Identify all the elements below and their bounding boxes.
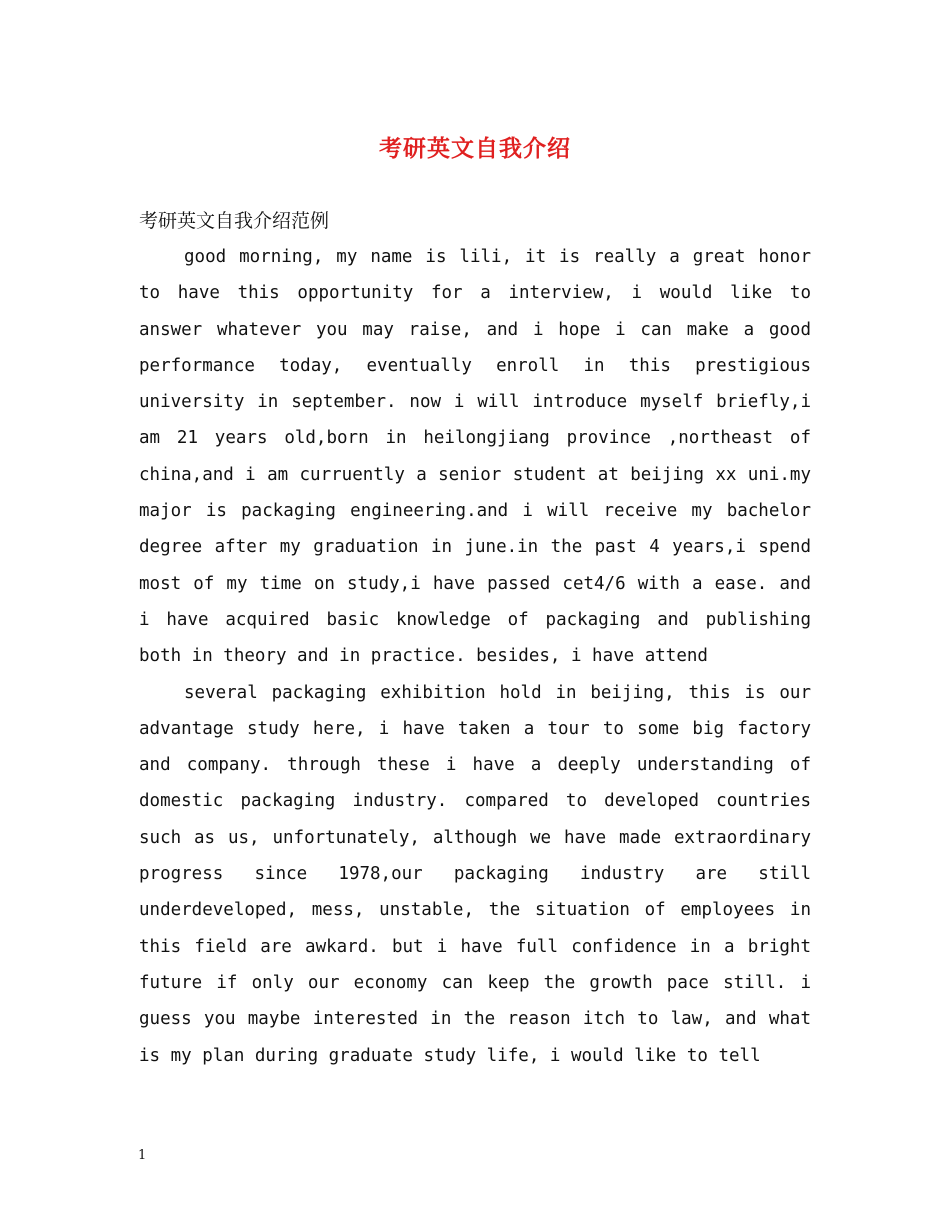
document-title: 考研英文自我介绍 <box>379 135 571 162</box>
document-body <box>139 203 811 1074</box>
paragraph-1: good morning, my name is lili, it is really a great honor to have this opportunity for a interview, i would like to answer whatever you may raise, and i hope i can make a good performance today, eventually enroll in this prestigious university in september. now i will introduce myself briefly,i am 21 years old,born in heilongjiang province ,northeast of china,and i am curruently a senior student at beijing xx uni.my major is packaging engineering.and i will receive my bachelor degree after my graduation in june.in the past 4 years,i spend most of my time on study,i have passed cet4/6 with a ease. and i have acquired basic knowledge of packaging and publishing both in theory and in practice. besides, i have attend <box>139 247 811 667</box>
paragraph-2: several packaging exhibition hold in beijing, this is our advantage study here, i have taken a tour to some big factory and company. through these i have a deeply understanding of domestic packaging industry. compared to developed countries such as us, unfortunately, although we have made extraordinary progress since 1978,our packaging industry are still underdeveloped, mess, unstable, the situation of employees in this field are awkard. but i have full confidence in a bright future if only our economy can keep the growth pace still. i guess you maybe interested in the reason itch to law, and what is my plan during graduate study life, i would like to tell <box>139 682 811 1066</box>
section-heading: 考研英文自我介绍范例 <box>139 210 330 232</box>
page-number: 1 <box>138 1148 147 1163</box>
